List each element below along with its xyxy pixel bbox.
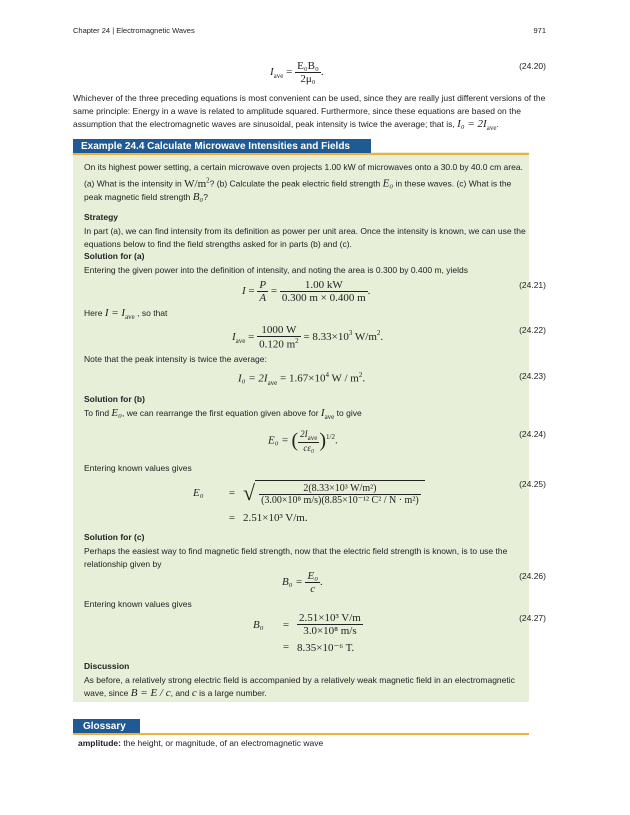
- equation-24-20: $I_{ave}$ = $\frac{\text{E₀B₀}}{\text{2μ₀}}$ .: [270, 60, 324, 85]
- eq-numerator: E₀: [307, 570, 319, 582]
- solution-a-text: Entering the given power into the definition of intensity, and noting the area is 0.300 by 0.400 m, yields: [84, 265, 469, 275]
- eq-lhs: I: [242, 285, 246, 298]
- equation-number-24-21: (24.21): [519, 280, 546, 290]
- problem-statement: On its highest power setting, a certain microwave oven projects 1.00 kW of microwaves onto a 30.0 by 40.0 cm area. (a) What is the intensity in $W/m^2$? (b) Calculate the peak electric field strength E₀ in these waves. (c) What is the peak magnetic field strength B₀?: [84, 162, 523, 203]
- glossary-title: Glossary: [73, 719, 140, 734]
- problem-B0: B₀: [192, 190, 204, 203]
- problem-unit: W/m: [184, 177, 207, 190]
- sol-b-E0: E₀: [111, 407, 122, 419]
- solution-c-heading: Solution for (c): [84, 532, 145, 542]
- sol-b-text3: to give: [336, 408, 362, 418]
- eq-exp: 4: [325, 371, 329, 379]
- eq-denominator: 0.120 m: [259, 338, 296, 351]
- eq-result: 8.35×10⁻⁶ T.: [297, 642, 355, 654]
- eq-denominator: c: [310, 583, 316, 595]
- eq-frac1-den: A: [259, 292, 267, 304]
- glossary-rule: [73, 733, 529, 735]
- eq-lhs: B₀ =: [282, 576, 303, 589]
- problem-text-b: ? (b) Calculate the peak electric field strength: [209, 178, 381, 189]
- eq-denominator: 3.0×10⁸ m/s: [303, 625, 357, 637]
- problem-text-a: On its highest power setting, a certain microwave oven projects 1.00 kW of microwaves onto a 30.0 by 40.0 cm area. (a) What is the intensity in: [84, 162, 523, 189]
- equation-number-24-27: (24.27): [519, 613, 546, 623]
- discussion-text: [84, 674, 526, 700]
- here-text: Here: [84, 308, 103, 318]
- intro-math-sub: ave: [486, 124, 497, 133]
- intro-math: I₀ = 2I: [457, 118, 487, 130]
- eq-sub: ave: [267, 378, 278, 387]
- equation-24-25: E₀ = √ $\frac{\text{2(8.33×10³ W/m²)}}{\text{(3.00×10⁸ m/s)(8.85×10⁻¹² C² / N · m²)}}$ = 2.51×10³ V/m.: [193, 480, 425, 524]
- eq-result-exp: 3: [348, 329, 353, 338]
- equation-number-24-20: (24.20): [519, 61, 546, 71]
- known-values-text: Entering known values gives: [84, 463, 192, 473]
- equation-24-24: E₀ = ( $\frac{2I_{ave}}{\text{cε₀}}$ )$^{1/2}$.: [268, 429, 338, 453]
- eq-frac1-num: P: [259, 279, 267, 291]
- sol-b-I: I: [320, 407, 325, 419]
- eq-numerator: 2.51×10³ V/m: [299, 612, 361, 624]
- glossary-term: amplitude:: [78, 738, 121, 748]
- page-number: 971: [533, 26, 546, 35]
- equation-24-22: $I_{ave}$ = $\frac{1000 W}{0.120 m^2}$ = $8.33\times 10^3$ $W/m^2$.: [232, 324, 384, 351]
- eq-numerator: 1000 W: [257, 324, 301, 337]
- equation-24-27: B₀ = $\frac{\text{2.51×10³ V/m}}{\text{3.0×10⁸ m/s}}$ = 8.35×10⁻⁶ T.: [253, 612, 361, 654]
- eq-num-sub: ave: [307, 433, 318, 442]
- eq-denominator: 2μ₀: [300, 73, 316, 85]
- sol-b-I-sub: ave: [324, 413, 335, 422]
- eq-lhs: I: [232, 330, 236, 343]
- here-tail: , so that: [137, 308, 168, 318]
- example-title: Example 24.4 Calculate Microwave Intensities and Fields: [73, 139, 371, 155]
- problem-E0: E₀: [382, 177, 394, 190]
- eq-denominator: cε₀: [303, 442, 315, 453]
- strategy-heading: Strategy: [84, 212, 119, 222]
- eq-numerator: 2(8.33×10³ W/m²): [259, 483, 421, 495]
- discussion-math: B = E / c: [130, 687, 171, 699]
- solution-b-heading: Solution for (b): [84, 394, 145, 404]
- eq-frac2-num: 1.00 kW: [280, 279, 368, 292]
- eq-numerator: 2I: [300, 429, 308, 439]
- eq-lhs: E₀: [193, 487, 204, 499]
- solution-b-text: [84, 407, 362, 424]
- here-math: I = I: [104, 307, 126, 319]
- eq-lhs: I: [270, 66, 274, 79]
- equation-number-24-26: (24.26): [519, 571, 546, 581]
- intro-text: Whichever of the three preceding equations is most convenient can be used, since they are really just different versions of the same principle: Energy in a wave is related to amplitude squared. Furthermore, since these equations are based on the assumption that the electromagnetic waves are sinusoidal, peak intensity is twice the average; that is,: [73, 93, 546, 129]
- eq-denominator: (3.00×10⁸ m/s)(8.85×10⁻¹² C² / N · m²): [261, 495, 419, 506]
- known-values-text-2: Entering known values gives: [84, 599, 192, 609]
- strategy-text: In part (a), we can find intensity from its definition as power per unit area. Once the intensity is known, we can use the equations below to find the field strengths asked for in parts (b) and (c).: [84, 226, 526, 249]
- glossary-entry: [78, 737, 323, 750]
- equation-number-24-22: (24.22): [519, 325, 546, 335]
- eq-result: = 1.67×10: [280, 372, 326, 385]
- sol-b-text2: , we can rearrange the first equation given above for: [121, 408, 319, 418]
- eq-frac2-den: 0.300 m × 0.400 m: [281, 292, 366, 304]
- discussion-text1: As before, a relatively strong electric field is accompanied by a relatively weak magnetic field in an electromagnetic wave, since: [84, 675, 515, 698]
- eq-result: = 8.33×10: [303, 330, 349, 343]
- equation-24-23: $I_0 = 2I_{ave} = 1.67\times 10^4$ W / $m^2$.: [238, 371, 366, 387]
- eq-text: I₀ = 2I: [238, 372, 268, 385]
- problem-text-c: in these waves. (c) What is the peak magnetic field strength: [84, 178, 512, 202]
- eq-unit: W/m: [354, 330, 377, 343]
- eq-numerator: E₀B₀: [297, 60, 319, 72]
- eq-sub: ave: [273, 72, 284, 81]
- sol-b-text1: To find: [84, 408, 110, 418]
- eq-unit: W / m: [331, 372, 359, 385]
- solution-a-heading: Solution for (a): [84, 251, 145, 261]
- equation-24-21: I = $\frac{P}{A}$ = $\frac{1.00 kW}{0.300 m \times 0.400 m}$ .: [242, 279, 371, 304]
- discussion-c: c: [191, 687, 197, 699]
- here-sub: ave: [125, 313, 135, 322]
- equation-24-26: B₀ = $\frac{\text{E₀}}{c}$ .: [282, 570, 323, 595]
- discussion-text2: , and: [170, 688, 190, 698]
- equation-number-24-24: (24.24): [519, 429, 546, 439]
- problem-end: ?: [203, 191, 208, 202]
- chapter-header: Chapter 24 | Electromagnetic Waves: [73, 26, 195, 35]
- here-line: [84, 307, 167, 324]
- solution-c-text: Perhaps the easiest way to find magnetic field strength, now that the electric field strength is known, is to use the relationship given by: [84, 546, 508, 569]
- eq-lhs: E₀ =: [268, 434, 289, 447]
- glossary-definition: the height, or magnitude, of an electromagnetic wave: [123, 738, 324, 748]
- discussion-text3: is a large number.: [199, 688, 267, 698]
- eq-result: 2.51×10³ V/m.: [243, 512, 308, 524]
- intro-paragraph: Whichever of the three preceding equations is most convenient can be used, since they are really just different versions of the same principle: Energy in a wave is related to amplitude squared. Furthermore, since these equations are based on the assumption that the electromagnetic waves are sinusoidal, peak intensity is twice the average; that is, $I_0 = 2I_{ave}$.: [73, 93, 546, 133]
- example-title-rule: [73, 153, 529, 155]
- eq-sub: ave: [235, 337, 246, 346]
- equation-number-24-23: (24.23): [519, 371, 546, 381]
- note-text: Note that the peak intensity is twice the average:: [84, 354, 267, 364]
- discussion-heading: Discussion: [84, 661, 130, 671]
- eq-exp: 1/2: [326, 432, 335, 441]
- eq-lhs: B₀: [253, 618, 264, 631]
- equation-number-24-25: (24.25): [519, 479, 546, 489]
